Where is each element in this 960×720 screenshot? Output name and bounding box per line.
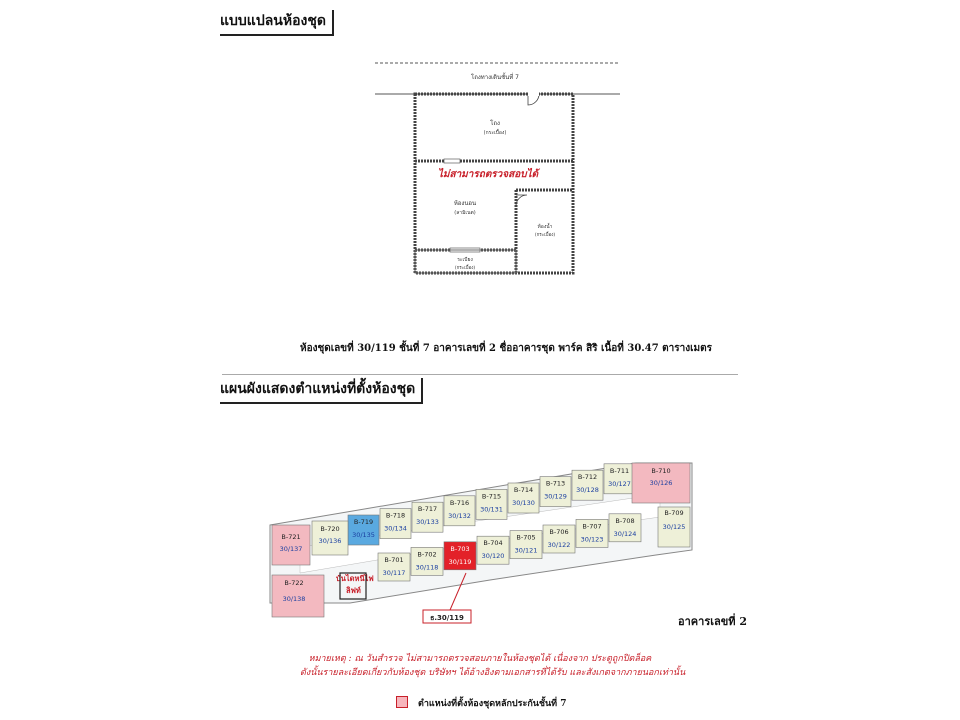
bottom-unit-code-2: B-703 [450,544,470,553]
bottom-unit-number-1: 30/118 [415,563,439,572]
bottom-unit-number-0: 30/117 [382,569,406,577]
top-unit-number-6: 30/129 [544,492,567,501]
top-unit-number-4: 30/131 [480,505,503,514]
legend-swatch [396,696,408,708]
corridor-label: โถงทางเดินชั้นที่ 7 [471,74,519,81]
bottom-unit-code-0: B-701 [384,556,404,564]
room-balcony-label: ระเบียง [457,257,473,263]
top-unit-code-8: B-711 [609,466,630,475]
inspection-warning: ไม่สามารถตรวจสอบได้ [437,169,539,180]
legend-label: ตำแหน่งที่ตั้งห้องชุดหลักประกันชั้นที่ 7 [418,699,567,709]
top-unit-code-6: B-713 [545,479,566,488]
top-unit-code-7: B-712 [577,473,598,482]
top-unit-code-5: B-714 [513,486,534,494]
unit-b721-code: B-721 [281,533,301,541]
room-bedroom-sub: (ลามิเนต) [454,210,476,216]
unit-b710-code: B-710 [651,467,671,475]
building-label: อาคารเลขที่ 2 [678,615,747,628]
room-balcony-sub: (กระเบื้อง) [454,266,476,271]
top-unit-code-2: B-717 [417,505,438,514]
floor-plan-drawing [370,55,630,280]
bottom-unit-code-6: B-707 [582,522,602,531]
unit-b721-number: 30/137 [279,545,303,553]
bottom-unit-code-3: B-704 [483,539,503,548]
room-bedroom-label: ห้องนอน [453,200,477,207]
note-line-2: ดังนั้นรายละเอียดเกี่ยวกับห้องชุด บริษัทฯ ได้อ้างอิงตามเอกสารที่ได้รับ และสังเกตจากภายนอกเท่านั้น [300,668,686,678]
top-unit-code-4: B-715 [481,492,502,501]
section-divider [222,374,738,375]
top-unit-code-3: B-716 [449,498,470,507]
unit-b709-code: B-709 [664,509,684,517]
bottom-unit-number-7: 30/124 [613,529,637,538]
room-bathroom-label: ห้องน้ำ [537,224,553,230]
bottom-unit-number-4: 30/121 [514,546,538,555]
top-unit-number-0: 30/135 [352,531,375,539]
room-bathroom-sub: (กระเบื้อง) [534,233,556,238]
unit-b710-number: 30/126 [649,479,673,487]
unit-b722-code: B-722 [284,579,304,587]
bottom-unit-code-4: B-705 [516,533,536,542]
top-unit-code-0: B-719 [353,518,374,526]
top-unit-number-7: 30/128 [576,486,599,495]
bottom-unit-number-2: 30/119 [448,557,472,566]
bottom-unit-code-1: B-702 [417,550,437,559]
bottom-unit-number-3: 30/120 [481,552,505,561]
bottom-unit-code-5: B-706 [549,528,569,536]
bottom-unit-code-7: B-708 [615,516,635,525]
location-plan-drawing [260,455,700,630]
fire-exit-label: บันไดหนีไฟ [336,574,374,583]
unit-b722-number: 30/138 [282,595,306,603]
top-unit-number-1: 30/134 [384,524,407,533]
bottom-unit-number-6: 30/123 [580,535,604,544]
top-unit-number-3: 30/132 [448,511,471,520]
top-unit-code-1: B-718 [385,511,406,520]
top-unit-number-5: 30/130 [512,499,535,507]
floor-plan-title: แบบแปลนห้องชุด [220,10,334,36]
bottom-unit-number-5: 30/122 [547,541,571,549]
room-hall-sub: (กระเบื้อง) [483,130,507,136]
unit-b709-number: 30/125 [662,523,686,531]
lift-label: ลิฟท์ [346,586,361,595]
pointer-label: ธ.30/119 [430,614,464,622]
note-line-1: หมายเหตุ : ณ วันสำรวจ ไม่สามารถตรวจสอบภายในห้องชุดได้ เนื่องจาก ประตูถูกปิดล็อค [308,654,652,664]
location-plan-title: แผนผังแสดงตำแหน่งที่ตั้งห้องชุด [220,378,423,404]
unit-b720-number: 30/136 [318,537,342,545]
unit-b720-code: B-720 [320,525,340,533]
top-unit-number-8: 30/127 [608,479,631,488]
top-unit-number-2: 30/133 [416,518,439,527]
unit-caption: ห้องชุดเลขที่ 30/119 ชั้นที่ 7 อาคารเลขที่ 2 ชื่ออาคารชุด พาร์ค สิริ เนื้อที่ 30.47 ตารางเมตร [300,343,713,354]
room-hall-label: โถง [490,120,500,127]
